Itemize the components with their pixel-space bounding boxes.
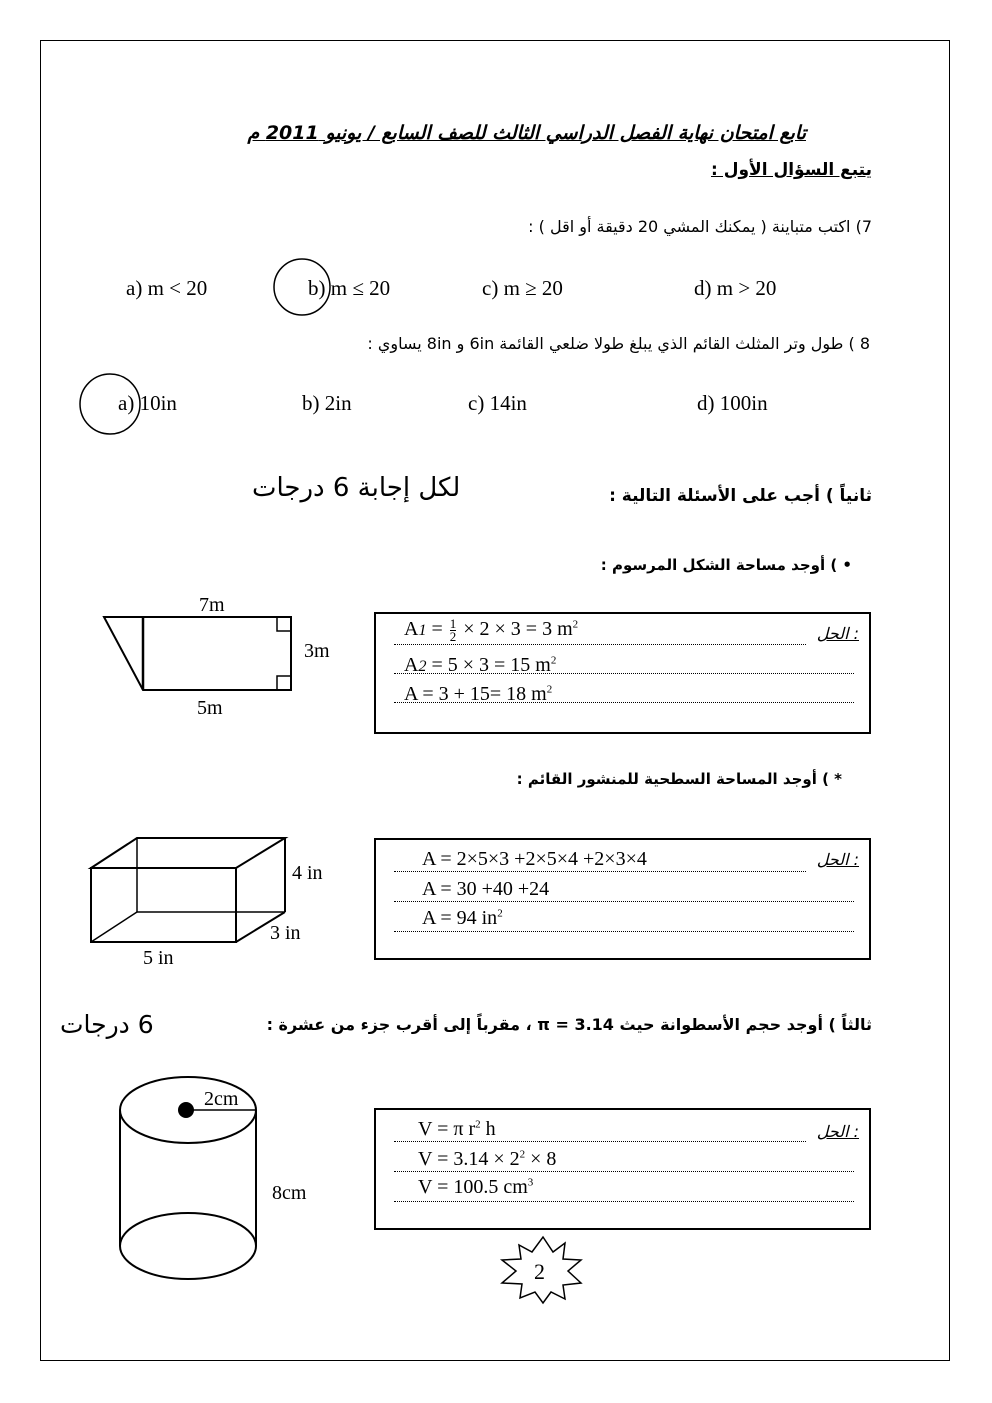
q7-option-d[interactable]: d) m > 20 [694,276,777,300]
area-line-1: A1 = $\frac{1}{2}$ × 2 × 3 = 3 $m^2$ [404,616,579,644]
volume-line-3: V = 100.5 $cm^3$ [418,1176,534,1198]
label-5in: 5 in [143,947,174,969]
q8-option-d[interactable]: d) 100in [697,391,768,415]
section1-continuation: يتبع السؤال الأول : [711,160,872,180]
exam-title: تابع امتحان نهاية الفصل الدراسي الثالث للصف السابع / يونيو 2011 م [247,122,806,144]
surface-line-2: A = 30 +40 +24 [422,878,550,900]
q7-prompt: 7) اكتب متباينة ( يمكنك المشي 20 دقيقة أو اقل ) : [528,217,872,236]
label-3in: 3 in [270,922,301,944]
q7-option-a[interactable]: a) m < 20 [126,276,208,300]
section2-marks: لكل إجابة 6 درجات [252,473,461,503]
area-line-2: A2 = 5 × 3 = 15 $m^2$ [404,654,557,676]
area-line-3: A = 3 + 15= 18 $m^2$ [404,683,553,705]
solution-label: الحل : [816,1122,859,1141]
label-7m: 7m [199,594,225,616]
page-number: 2 [534,1259,545,1284]
solution-label: الحل : [816,850,859,869]
surface-line-1: A = 2×5×3 +2×5×4 +2×3×4 [422,848,647,870]
volume-line-1: V = π $r^2$ h [418,1118,496,1140]
surface-question-prompt: * ) أوجد المساحة السطحية للمنشور القائم : [516,770,842,788]
label-2cm: 2cm [204,1088,239,1110]
label-8cm: 8cm [272,1182,307,1204]
q8-option-b[interactable]: b) 2in [302,391,352,415]
section3-title: ثالثاً ) أوجد حجم الأسطوانة حيث π = 3.14 ، مقرباً إلى أقرب جزء من عشرة : [266,1015,872,1034]
label-3m: 3m [304,640,330,662]
q7-option-b[interactable]: b) m ≤ 20 [308,276,391,300]
q8-option-c[interactable]: c) 14in [468,391,527,415]
label-4in: 4 in [292,862,323,884]
area-question-prompt: • ) أوجد مساحة الشكل المرسوم : [600,556,852,574]
section3-marks: 6 درجات [60,1010,154,1039]
solution-label: الحل : [816,624,859,643]
q8-option-a[interactable]: a) 10in [118,391,177,415]
section2-title: ثانياً ) أجب على الأسئلة التالية : [609,486,872,506]
q7-option-c[interactable]: c) m ≥ 20 [482,276,563,300]
volume-line-2: $V = 3.14 \times 2^2 \times 8$ [418,1148,557,1170]
surface-line-3: A = 94 $in^2$ [422,907,503,929]
label-5m: 5m [197,697,223,719]
q8-prompt: 8 ) طول وتر المثلث القائم الذي يبلغ طولا ضلعي القائمة 6in و 8in يساوي : [367,334,870,353]
